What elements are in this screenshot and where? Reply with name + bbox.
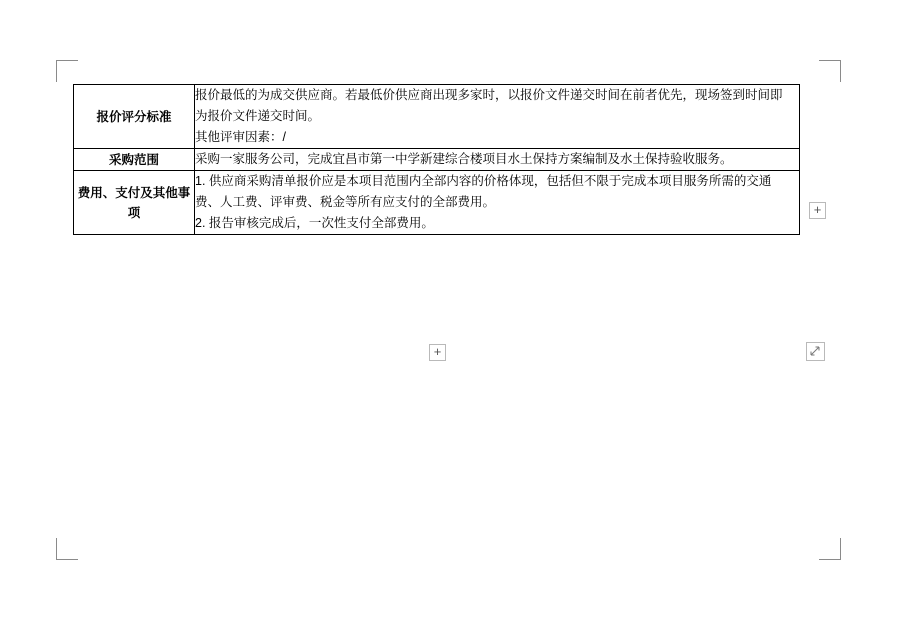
paragraph-line: 其他评审因素：/ <box>195 130 286 144</box>
page-corner-mark-bottom-right <box>819 538 841 560</box>
procurement-table <box>73 84 800 235</box>
add-column-button[interactable]: + <box>809 202 826 219</box>
table-row <box>74 171 800 235</box>
table-resize-handle[interactable] <box>806 342 825 361</box>
paragraph-line: 费、人工费、评审费、税金等所有应支付的全部费用。 <box>195 195 496 209</box>
table-row <box>74 149 800 171</box>
row-label-procurement-scope: 采购范围 <box>74 149 195 171</box>
paragraph-line: 为报价文件递交时间。 <box>195 109 321 123</box>
paragraph-line: 1. 供应商采购清单报价应是本项目范围内全部内容的价格体现，包括但不限于完成本项目服务所需的交通 <box>195 174 772 188</box>
row-label-fees-payment: 费用、支付及其他事项 <box>74 171 195 235</box>
add-row-button[interactable]: + <box>429 344 446 361</box>
row-content-fees-payment <box>195 171 800 235</box>
table-row <box>74 85 800 149</box>
row-content-scoring-criteria <box>195 85 800 149</box>
page-corner-mark-bottom-left <box>56 538 78 560</box>
row-content-procurement-scope <box>195 149 800 171</box>
page-corner-mark-top-right <box>819 60 841 82</box>
page-corner-mark-top-left <box>56 60 78 82</box>
paragraph-line: 2. 报告审核完成后，一次性支付全部费用。 <box>195 216 434 230</box>
paragraph-line: 采购一家服务公司，完成宜昌市第一中学新建综合楼项目水土保持方案编制及水土保持验收服务。 <box>195 152 733 166</box>
paragraph-line: 报价最低的为成交供应商。若最低价供应商出现多家时，以报价文件递交时间在前者优先，现场签到时间即 <box>195 88 783 102</box>
row-label-scoring-criteria: 报价评分标准 <box>74 85 195 149</box>
